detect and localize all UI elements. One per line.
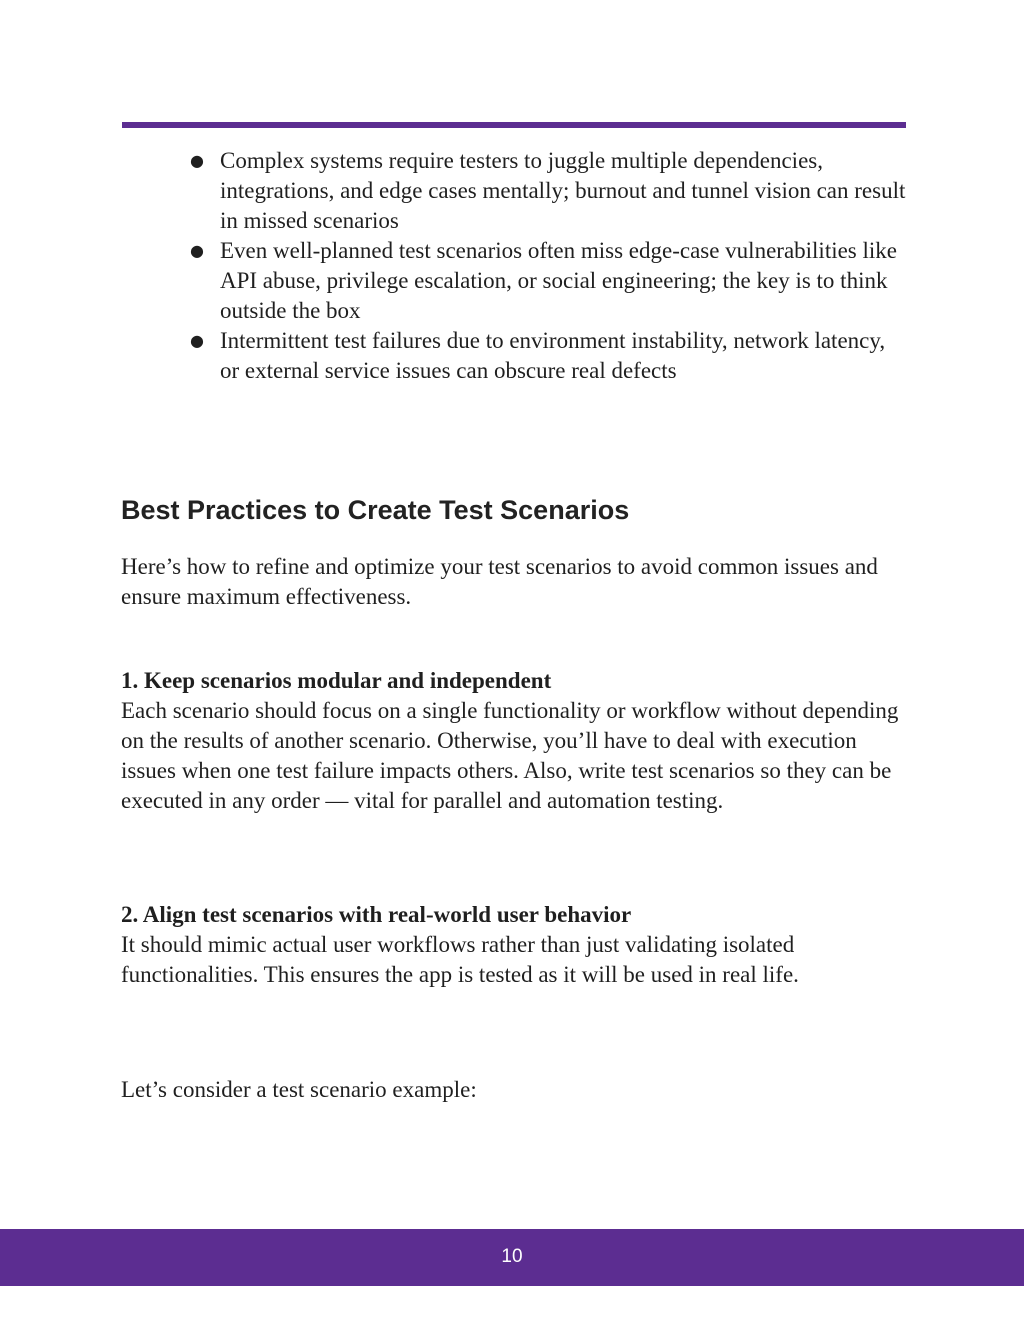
practice-block	[121, 666, 911, 816]
list-item	[190, 146, 906, 236]
bullet-icon: ●	[190, 241, 204, 260]
list-item	[190, 236, 906, 326]
practice-block	[121, 900, 911, 990]
bullet-icon: ●	[190, 151, 204, 170]
list-item-text: Complex systems require testers to juggle multiple dependencies, integrations, and edge cases mentally; burnout and tunnel vision can result in missed scenarios	[220, 148, 906, 233]
list-item-text: Intermittent test failures due to environment instability, network latency, or external service issues can obscure real defects	[220, 328, 886, 383]
top-divider	[122, 122, 906, 128]
bullet-icon: ●	[190, 331, 204, 350]
practice-body: It should mimic actual user workflows rather than just validating isolated functionalities. This ensures the app is tested as it will be used in real life.	[121, 932, 799, 987]
section-intro: Here’s how to refine and optimize your test scenarios to avoid common issues and ensure maximum effectiveness.	[121, 554, 878, 609]
footer-bar	[0, 1229, 1024, 1286]
practice-title: 2. Align test scenarios with real-world user behavior	[121, 902, 632, 927]
page-number: 10	[501, 1246, 523, 1267]
example-lead-text: Let’s consider a test scenario example:	[121, 1077, 477, 1102]
list-item	[190, 326, 906, 386]
list-item-text: Even well-planned test scenarios often miss edge-case vulnerabilities like API abuse, privilege escalation, or social engineering; the key is to think outside the box	[220, 238, 897, 323]
practice-body: Each scenario should focus on a single functionality or workflow without depending on the results of another scenario. Otherwise, you’ll have to deal with execution issues when one test failure impacts others. Also, write test scenarios so they can be executed in any order — vital for parallel and automation testing.	[121, 698, 899, 813]
bullet-list	[190, 146, 906, 386]
practice-title: 1. Keep scenarios modular and independent	[121, 668, 552, 693]
section-heading: Best Practices to Create Test Scenarios	[121, 495, 630, 525]
